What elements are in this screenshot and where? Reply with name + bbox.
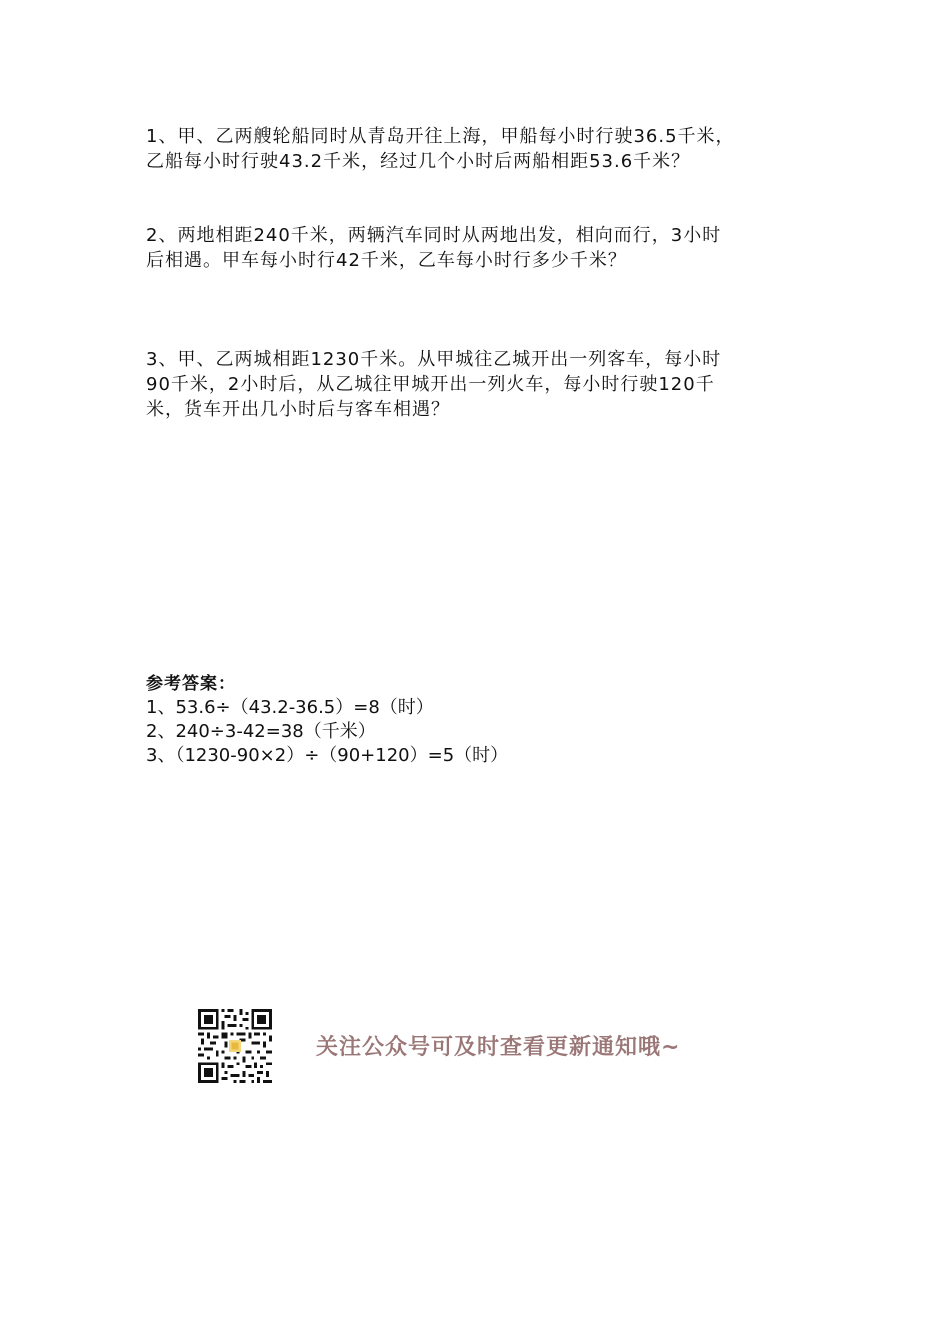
answer-section [146, 672, 746, 768]
answer-3: 3、（1230-90×2）÷（90+120）=5（时） [146, 745, 509, 766]
follow-notice: 关注公众号可及时查看更新通知哦~ [316, 1035, 681, 1060]
answer-2: 2、240÷3-42=38（千米） [146, 721, 376, 742]
problem-1: 1、甲、乙两艘轮船同时从青岛开往上海，甲船每小时行驶36.5千米， 乙船每小时行驶43.2千米，经过几个小时后两船相距53.6千米？ [146, 126, 735, 172]
problem-2: 2、两地相距240千米，两辆汽车同时从两地出发，相向而行，3小时 后相遇。甲车每小时行42千米，乙车每小时行多少千米？ [146, 225, 722, 271]
qr-code-icon [198, 1009, 272, 1083]
answers-title: 参考答案： [146, 674, 236, 694]
problem-3: 3、甲、乙两城相距1230千米。从甲城往乙城开出一列客车，每小时 90千米，2小时后，从乙城往甲城开出一列火车，每小时行驶120千 米，货车开出几小时后与客车相遇？ [146, 349, 722, 420]
answer-1: 1、53.6÷（43.2-36.5）=8（时） [146, 697, 434, 718]
